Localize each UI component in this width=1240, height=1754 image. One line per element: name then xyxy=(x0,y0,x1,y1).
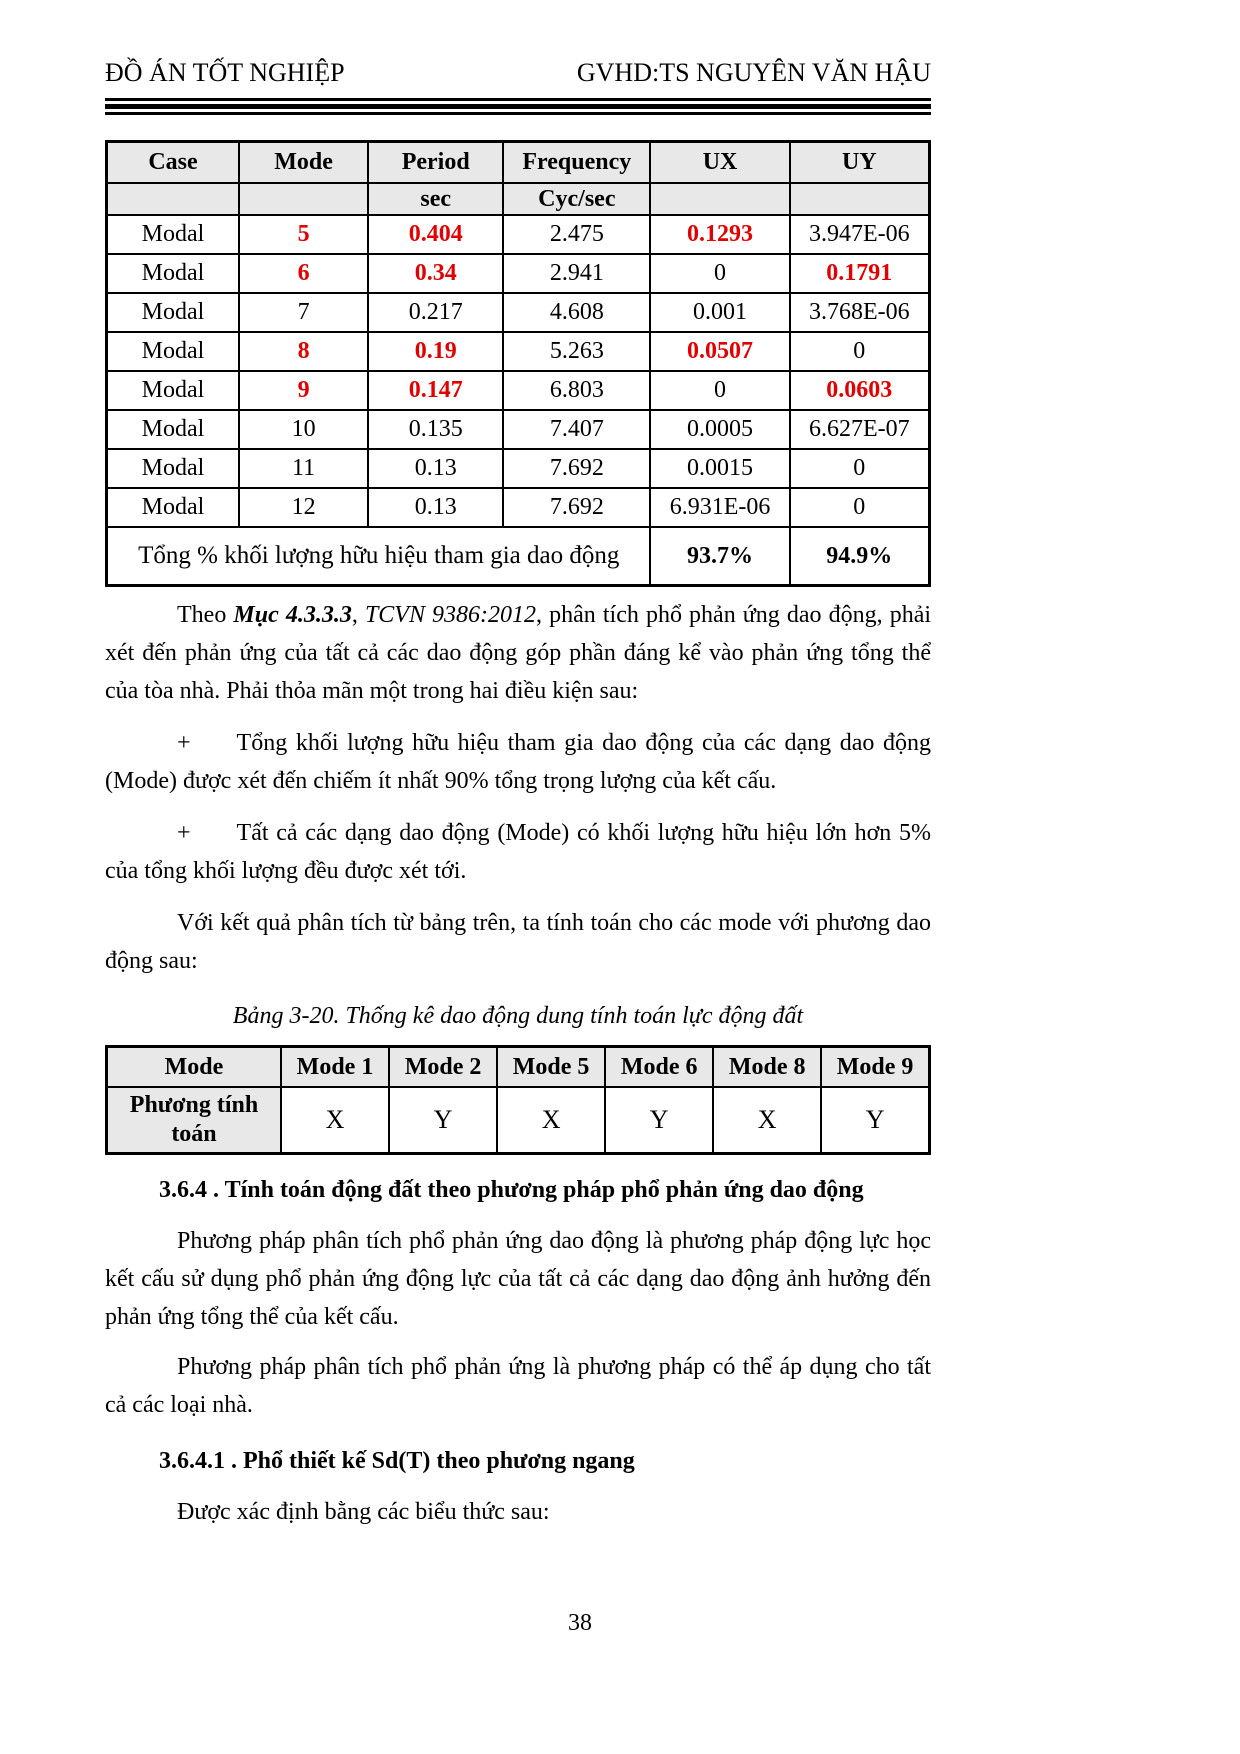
modal-participation-table xyxy=(105,140,931,587)
bullet-text: Tất cả các dạng dao động (Mode) có khối lượng hữu hiệu lớn hơn 5% của tổng khối lượng đều được xét tới. xyxy=(105,820,931,884)
data-cell: 10 xyxy=(239,410,368,449)
direction-cell: Y xyxy=(389,1087,497,1154)
data-cell: 0.404 xyxy=(368,215,503,254)
column-header: Mode 5 xyxy=(497,1047,605,1088)
table-row xyxy=(107,488,930,527)
data-cell: Modal xyxy=(107,293,240,332)
data-cell: Modal xyxy=(107,371,240,410)
page-number: 38 xyxy=(568,1610,592,1636)
data-cell: Modal xyxy=(107,215,240,254)
column-header: Mode 8 xyxy=(713,1047,821,1088)
data-cell: 0.217 xyxy=(368,293,503,332)
unit-header xyxy=(107,183,240,215)
data-cell: 3.768E-06 xyxy=(790,293,930,332)
table-row xyxy=(107,332,930,371)
data-cell: 6.627E-07 xyxy=(790,410,930,449)
header-right-title: GVHD:TS NGUYÊN VĂN HẬU xyxy=(576,58,931,87)
column-header: UX xyxy=(650,142,789,184)
paragraph-intro xyxy=(105,596,931,710)
data-cell: 7.407 xyxy=(503,410,650,449)
column-header: UY xyxy=(790,142,930,184)
unit-header xyxy=(239,183,368,215)
column-header: Mode 9 xyxy=(821,1047,929,1088)
direction-cell: X xyxy=(713,1087,821,1154)
data-cell: 0.147 xyxy=(368,371,503,410)
table-row xyxy=(107,293,930,332)
bullet-item-1 xyxy=(105,724,931,800)
data-cell: 0 xyxy=(650,254,789,293)
data-cell: Modal xyxy=(107,488,240,527)
table-row xyxy=(107,371,930,410)
data-cell: 0.0603 xyxy=(790,371,930,410)
direction-cell: Y xyxy=(605,1087,713,1154)
page-content xyxy=(105,56,931,1531)
table-row xyxy=(107,254,930,293)
data-cell: 0.1293 xyxy=(650,215,789,254)
direction-cell: X xyxy=(497,1087,605,1154)
data-cell: 0.13 xyxy=(368,449,503,488)
row-label: Phương tính toán xyxy=(107,1087,281,1154)
section-heading-3641: 3.6.4.1 . Phổ thiết kế Sd(T) theo phương ngang xyxy=(159,1448,635,1474)
paragraph-formula-intro: Được xác định bằng các biểu thức sau: xyxy=(177,1499,550,1525)
data-cell: 2.475 xyxy=(503,215,650,254)
p1-ref-muc: Mục 4.3.3.3 xyxy=(233,602,352,628)
table-row xyxy=(107,449,930,488)
direction-cell: X xyxy=(281,1087,389,1154)
mode-table-head-row xyxy=(107,1047,930,1088)
data-cell: 9 xyxy=(239,371,368,410)
paragraph-result: Với kết quả phân tích từ bảng trên, ta tính toán cho các mode với phương dao động sau: xyxy=(105,910,931,974)
bullet-marker: + xyxy=(177,730,191,756)
modal-table-units-row xyxy=(107,183,930,215)
data-cell: 3.947E-06 xyxy=(790,215,930,254)
data-cell: 6.931E-06 xyxy=(650,488,789,527)
bullet-text: Tổng khối lượng hữu hiệu tham gia dao động của các dạng dao động (Mode) được xét đến chiếm ít nhất 90% tổng trọng lượng của kết cấu. xyxy=(105,730,931,794)
column-header: Mode 6 xyxy=(605,1047,713,1088)
column-header: Mode xyxy=(239,142,368,184)
data-cell: 0.1791 xyxy=(790,254,930,293)
table-row xyxy=(107,215,930,254)
data-cell: 0 xyxy=(790,488,930,527)
column-header: Case xyxy=(107,142,240,184)
data-cell: 6 xyxy=(239,254,368,293)
data-cell: 0 xyxy=(790,449,930,488)
summary-row xyxy=(107,527,930,586)
data-cell: Modal xyxy=(107,410,240,449)
data-cell: 0.13 xyxy=(368,488,503,527)
column-header: Mode xyxy=(107,1047,281,1088)
data-cell: 0.0015 xyxy=(650,449,789,488)
data-cell: 12 xyxy=(239,488,368,527)
mode-direction-table xyxy=(105,1045,931,1155)
bullet-item-2 xyxy=(105,814,931,890)
header-left-title: ĐỒ ÁN TỐT NGHIỆP xyxy=(105,58,345,87)
unit-header: sec xyxy=(368,183,503,215)
direction-cell: Y xyxy=(821,1087,929,1154)
data-cell: 5.263 xyxy=(503,332,650,371)
bullet-marker: + xyxy=(177,820,191,846)
data-cell: 0.19 xyxy=(368,332,503,371)
data-cell: 7 xyxy=(239,293,368,332)
data-cell: 7.692 xyxy=(503,449,650,488)
table-row xyxy=(107,410,930,449)
table-caption: Bảng 3-20. Thống kê dao động dung tính toán lực động đất xyxy=(232,1003,804,1029)
summary-ux-value: 93.7% xyxy=(650,527,789,586)
paragraph-method-1: Phương pháp phân tích phổ phản ứng dao động là phương pháp động lực học kết cấu sử dụng phổ phản ứng động lực của tất cả các dạng dao động ảnh hưởng đến phản ứng tổng thể của kết cấu. xyxy=(105,1228,931,1330)
modal-table-header-row xyxy=(107,142,930,184)
section-heading-364: 3.6.4 . Tính toán động đất theo phương pháp phổ phản ứng dao động xyxy=(159,1177,864,1203)
data-cell: 6.803 xyxy=(503,371,650,410)
data-cell: 8 xyxy=(239,332,368,371)
p1-rest: , phân tích phổ phản ứng dao động, phải xét đến phản ứng của tất cả các dao động góp phần đáng kể vào phản ứng tổng thể của tòa nhà. Phải thỏa mãn một trong hai điều kiện sau: xyxy=(105,602,932,704)
column-header: Mode 1 xyxy=(281,1047,389,1088)
data-cell: 0.0507 xyxy=(650,332,789,371)
summary-uy-value: 94.9% xyxy=(790,527,930,586)
column-header: Mode 2 xyxy=(389,1047,497,1088)
data-cell: 2.941 xyxy=(503,254,650,293)
data-cell: 0.135 xyxy=(368,410,503,449)
column-header: Frequency xyxy=(503,142,650,184)
paragraph-method-2: Phương pháp phân tích phổ phản ứng là phương pháp có thể áp dụng cho tất cả các loại nhà. xyxy=(105,1354,931,1418)
unit-header xyxy=(650,183,789,215)
unit-header: Cyc/sec xyxy=(503,183,650,215)
data-cell: 0.001 xyxy=(650,293,789,332)
data-cell: Modal xyxy=(107,254,240,293)
running-header xyxy=(105,56,931,90)
data-cell: 0.0005 xyxy=(650,410,789,449)
modal-table-body xyxy=(107,215,930,586)
data-cell: 0 xyxy=(650,371,789,410)
data-cell: 0 xyxy=(790,332,930,371)
column-header: Period xyxy=(368,142,503,184)
modal-table-head xyxy=(107,142,930,216)
summary-label: Tổng % khối lượng hữu hiệu tham gia dao động xyxy=(107,527,651,586)
mode-table-data-row xyxy=(107,1087,930,1154)
data-cell: 5 xyxy=(239,215,368,254)
header-rule xyxy=(105,98,931,115)
data-cell: 11 xyxy=(239,449,368,488)
data-cell: 0.34 xyxy=(368,254,503,293)
unit-header xyxy=(790,183,930,215)
data-cell: 7.692 xyxy=(503,488,650,527)
data-cell: Modal xyxy=(107,332,240,371)
p1-prefix: Theo xyxy=(177,602,234,628)
p1-sep: , xyxy=(351,602,365,628)
data-cell: Modal xyxy=(107,449,240,488)
p1-ref-tcvn: TCVN 9386:2012 xyxy=(364,602,537,628)
data-cell: 4.608 xyxy=(503,293,650,332)
